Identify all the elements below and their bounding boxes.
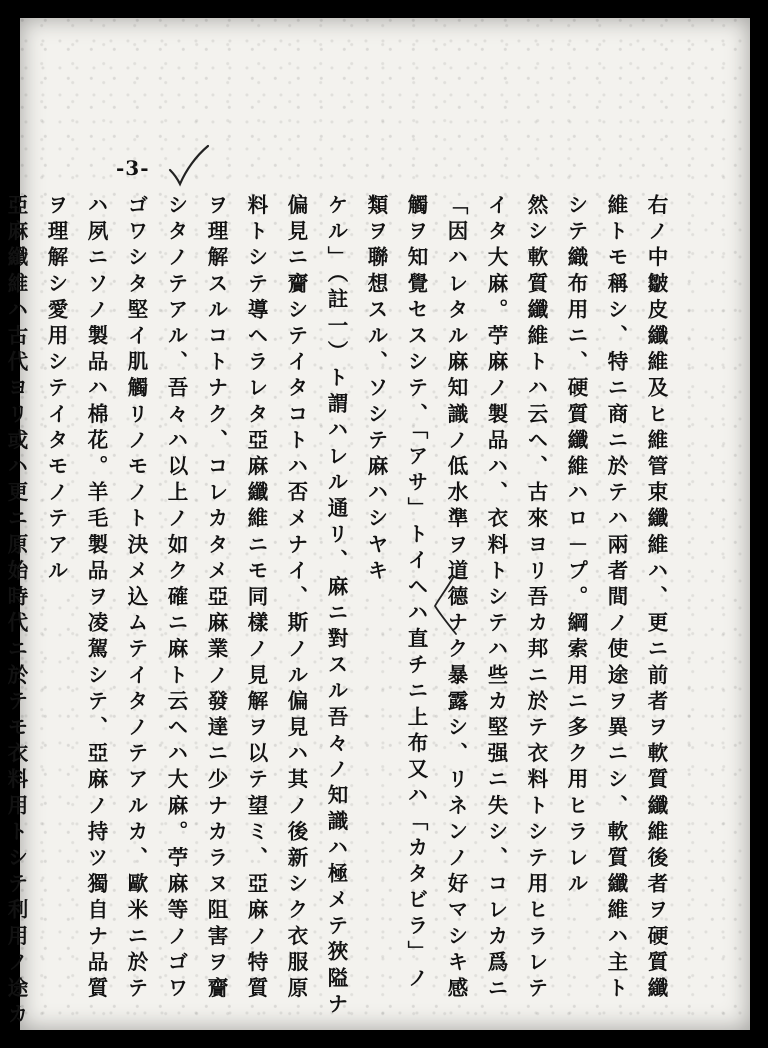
text-column: ヲ理解シ愛用シテイタモノテアル — [44, 194, 68, 586]
text-column: 亞麻纖維ハ古代ヨリ或ハ更ニ原始時代ニ於テモ衣料用トシテ利用ノ途カ — [4, 194, 28, 1030]
text-column: 類ヲ聯想スル、ソシテ麻ハシヤキ — [364, 194, 388, 586]
page-number: -3- — [116, 156, 150, 180]
text-column: 然シ軟質纖維トハ云ヘ、古來ヨリ吾カ邦ニ於テ衣料トシテ用ヒラレテ — [524, 194, 548, 1004]
text-column: ケル」（註一）ト謂ハレル通リ、麻ニ對スル吾々ノ知識ハ極メテ狹隘ナ — [324, 194, 348, 1019]
text-column: シテ織布用ニ、硬質纖維ハロ－プ。綱索用ニ多ク用ヒラレル — [564, 194, 588, 899]
text-column: 右ノ中皺皮纖維及ヒ維管束纖維ハ、更ニ前者ヲ軟質纖維後者ヲ硬質纖 — [644, 194, 668, 1004]
text-column: シタノテアル、吾々ハ以上ノ如ク確ニ麻ト云ヘハ大麻。苧麻等ノゴワ — [164, 194, 188, 1004]
text-column: 「因ハレタル麻知識ノ低水準ヲ道德ナク暴露シ、リネンノ好マシキ感 — [444, 194, 468, 1004]
handwritten-check-icon — [166, 144, 210, 188]
handwritten-bracket-icon — [432, 574, 458, 636]
text-column: 維トモ稱シ、特ニ商ニ於テハ兩者間ノ使途ヲ異ニシ、軟質纖維ハ主ト — [604, 194, 628, 1004]
text-column: 偏見ニ齎シテイタコトハ否メナイ、斯ノル偏見ハ其ノ後新シク衣服原 — [284, 194, 308, 1004]
text-column: 料トシテ導ヘラレタ亞麻纖維ニモ同樣ノ見解ヲ以テ望ミ、亞麻ノ特質 — [244, 194, 268, 1004]
text-column: ハ夙ニソノ製品ハ棉花。羊毛製品ヲ凌駕シテ、亞麻ノ持ツ獨自ナ品質 — [84, 194, 108, 1004]
text-column: 觸ヲ知覺セスシテ、「アサ」トイヘハ直チニ上布又ハ「カタビラ」ノ — [404, 194, 428, 993]
document-page — [4, 18, 750, 1030]
vertical-body-text — [4, 194, 676, 1030]
text-column: ヲ理解スルコトナク、コレカタメ亞麻業ノ發達ニ少ナカラヌ阻害ヲ齎 — [204, 194, 228, 1004]
text-column: イタ大麻。苧麻ノ製品ハ、衣料トシテハ些カ堅强ニ失シ、コレカ爲ニ — [484, 194, 508, 1004]
text-column: ゴワシタ堅イ肌觸リノモノト決メ込ムテイタノテアルカ、歐米ニ於テ — [124, 194, 148, 1004]
